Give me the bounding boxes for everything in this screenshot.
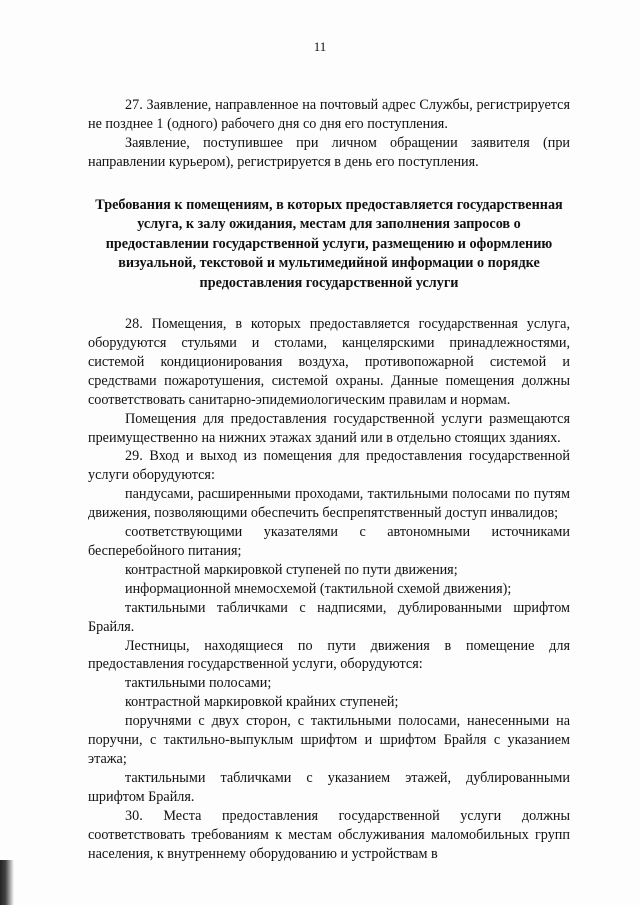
page-number: 11 — [313, 39, 327, 54]
list-item-edge-steps: контрастной маркировкой крайних ступеней; — [125, 694, 399, 711]
paragraph-27-cont: Заявление, поступившее при личном обращении заявителя (при направлении курьером), регистрируется в день его поступления. — [88, 134, 570, 170]
paragraph-28-cont: Помещения для предоставления государственной услуги размещаются преимущественно на нижних этажах зданий или в отдельно стоящих зданиях. — [88, 410, 570, 446]
list-item-mnemonic: информационной мнемосхемой (тактильной схемой движения); — [125, 580, 512, 597]
list-item-handrails: поручнями с двух сторон, с тактильными полосами, нанесенными на поручни, с тактильно-выпуклым шрифтом и шрифтом Брайля с указанием этажа; — [88, 713, 570, 767]
paragraph-28: 28. Помещения, в которых предоставляется государственная услуга, оборудуются стульями и столами, канцелярскими принадлежностями, системой кондиционирования воздуха, противопожарной системой и средствами пожаротушения, системой охраны. Данные помещения должны соответствовать санитарно-эпидемиологическим правилам и нормам. — [88, 316, 570, 408]
list-item-floor-signs: тактильными табличками с указанием этажей, дублированными шрифтом Брайля. — [88, 769, 570, 805]
list-item-signs: соответствующими указателями с автономными источниками бесперебойного питания; — [88, 524, 570, 559]
document-body — [88, 96, 570, 863]
list-item-braille-signs: тактильными табличками с надписями, дублированными шрифтом Брайля. — [88, 599, 570, 635]
list-item-step-marking: контрастной маркировкой ступеней по пути движения; — [125, 561, 458, 578]
list-item-ramps: пандусами, расширенными проходами, тактильными полосами по путям движения, позволяющими обеспечить беспрепятственный доступ инвалидов; — [88, 486, 570, 522]
paragraph-stairs: Лестницы, находящиеся по пути движения в помещение для предоставления государственной услуги, оборудуются: — [88, 637, 570, 673]
paragraph-30: 30. Места предоставления государственной услуги должны соответствовать требованиям к местам обслуживания маломобильных групп населения, к внутреннему оборудованию и устройствам в — [88, 807, 570, 862]
paragraph-29: 29. Вход и выход из помещения для предоставления государственной услуги оборудуются: — [88, 448, 570, 484]
list-item-tactile-strips: тактильными полосами; — [125, 675, 272, 692]
section-heading: Требования к помещениям, в которых предоставляется государственная услуга, к залу ожидания, местам для заполнения запросов о предоставлении государственной услуги, размещению и оформлению визуальной, текстовой и мультимедийной информации о порядке предоставления государственной услуги — [95, 196, 563, 291]
scan-edge-shadow — [0, 860, 14, 905]
paragraph-27: 27. Заявление, направленное на почтовый адрес Службы, регистрируется не позднее 1 (одного) рабочего дня со дня его поступления. — [88, 97, 570, 132]
